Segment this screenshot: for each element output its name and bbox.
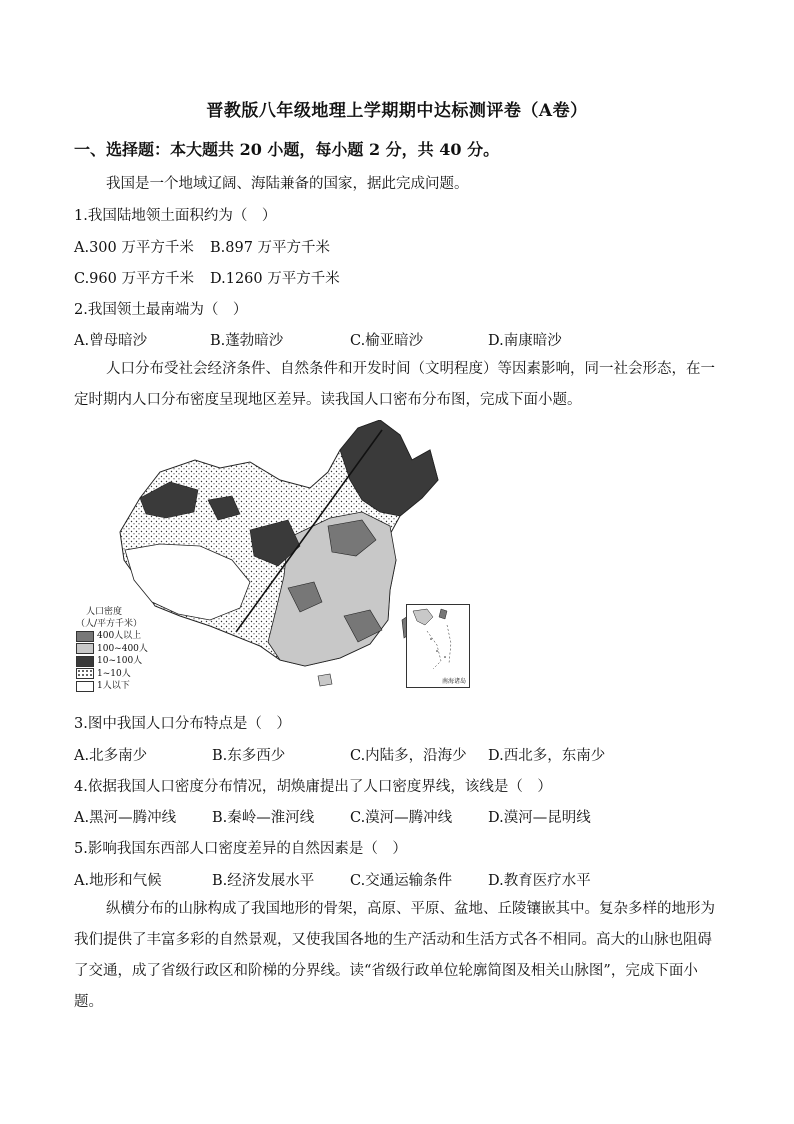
south-china-sea-map [407,605,469,675]
q4-option-d: D.漠河—昆明线 [488,810,591,826]
q1-option-a: A.300 万平方千米 [74,240,194,256]
q2-option-d: D.南康暗沙 [488,333,562,349]
q3-option-c: C.内陆多，沿海少 [350,748,467,764]
legend-swatch [76,681,94,692]
legend-label: 1~10人 [97,668,131,679]
legend-item [76,655,148,668]
map-legend [76,606,148,693]
legend-label: 100~400人 [97,643,148,654]
legend-unit: （人/平方千米） [76,619,143,629]
legend-swatch [76,668,94,679]
intro-paragraph-3: 纵横分布的山脉构成了我国地形的骨架，高原、平原、盆地、丘陵镶嵌其中。复杂多样的地形为我们提供了丰富多彩的自然景观，又使我国各地的生产活动和生活方式各不相同。高大的山脉也阻碍了交通，成了省级行政区和阶梯的分界线。读“省级行政单位轮廓简图及相关山脉图”，完成下面小题。 [74,901,715,1010]
q2-option-a: A.曾母暗沙 [74,333,148,349]
q5-option-c: C.交通运输条件 [350,873,453,889]
question-2-options [74,329,562,350]
q3-option-b: B.东多西少 [212,748,286,764]
legend-item [76,643,148,656]
question-4-stem: 4.依据我国人口密度分布情况，胡焕庸提出了人口密度界线，该线是（ ） [74,779,552,795]
exam-title: 晋教版八年级地理上学期期中达标测评卷（A卷） [206,101,588,121]
question-1-options-row-1 [74,236,330,257]
q5-option-b: B.经济发展水平 [212,873,315,889]
intro-paragraph-2: 人口分布受社会经济条件、自然条件和开发时间（文明程度）等因素影响，同一社会形态，在一定时期内人口分布密度呈现地区差异。读我国人口密布分布图，完成下面小题。 [74,361,715,408]
south-china-sea-inset [406,604,470,688]
legend-label: 1人以下 [97,681,130,692]
question-5-stem: 5.影响我国东西部人口密度差异的自然因素是（ ） [74,841,407,857]
q1-option-b: B.897 万平方千米 [210,240,331,256]
legend-label: 10~100人 [97,656,143,667]
legend-item [76,668,148,681]
legend-item [76,630,148,643]
question-3-options [74,744,605,765]
legend-swatch [76,656,94,667]
question-2-stem: 2.我国领土最南端为（ ） [74,302,248,318]
question-1-options-row-2 [74,267,340,288]
map-hainan [318,674,332,686]
q1-option-d: D.1260 万平方千米 [210,271,340,287]
q4-option-c: C.漠河—腾冲线 [350,810,453,826]
q3-option-a: A.北多南少 [74,748,148,764]
legend-label: 400人以上 [97,631,142,642]
q3-option-d: D.西北多，东南少 [488,748,606,764]
legend-swatch [76,643,94,654]
question-5-options [74,869,591,890]
q1-option-c: C.960 万平方千米 [74,271,194,287]
q5-option-a: A.地形和气候 [74,873,162,889]
question-3-stem: 3.图中我国人口分布特点是（ ） [74,716,291,732]
q2-option-b: B.蓬勃暗沙 [210,333,284,349]
section-heading: 一、选择题：本大题共 20 小题，每小题 2 分，共 40 分。 [74,140,500,159]
question-4-options [74,806,591,827]
q4-option-b: B.秦岭—淮河线 [212,810,315,826]
intro-paragraph-1: 我国是一个地域辽阔、海陆兼备的国家，据此完成问题。 [106,176,469,192]
legend-title: 人口密度 [86,607,123,617]
legend-item [76,680,148,693]
q4-option-a: A.黑河—腾冲线 [74,810,177,826]
legend-swatch [76,631,94,642]
q5-option-d: D.教育医疗水平 [488,873,591,889]
inset-label: 南海诸岛 [441,678,466,685]
question-1-stem: 1.我国陆地领土面积约为（ ） [74,208,277,224]
q2-option-c: C.榆亚暗沙 [350,333,424,349]
